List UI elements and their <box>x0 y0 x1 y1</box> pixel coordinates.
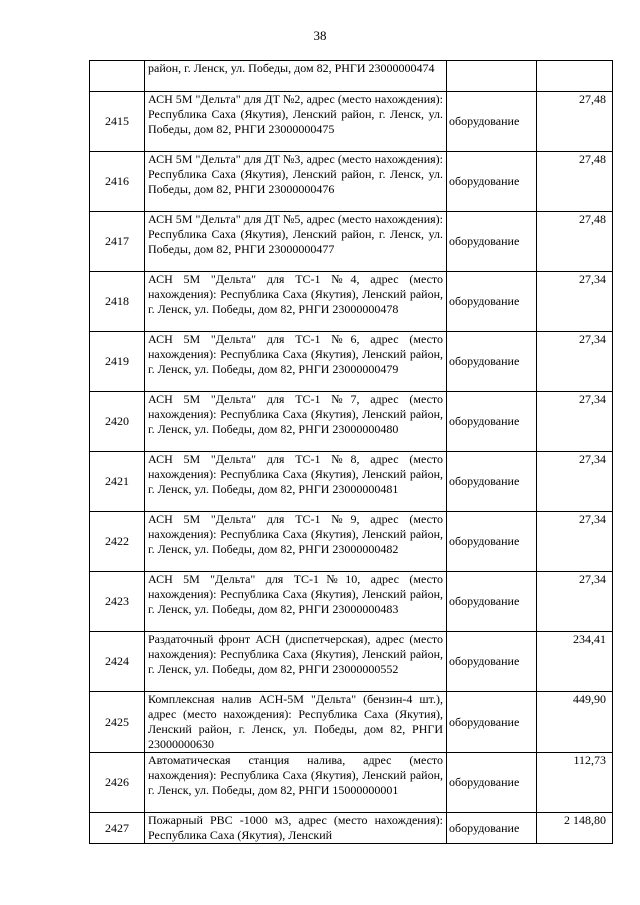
table-row <box>90 632 613 692</box>
row-description: АСН 5М "Дельта" для ТС-1№10, адрес (место нахождения): Республика Саха (Якутия), Ленский район, г. Ленск, ул. Победы, дом 82, РНГИ 23000000483 <box>145 572 447 632</box>
row-description: АСН 5М "Дельта" для ТС-1 №4, адрес (место нахождения): Республика Саха (Якутия), Ленский район, г. Ленск, ул. Победы, дом 82, РНГИ 23000000478 <box>145 272 447 332</box>
row-value: 27,34 <box>537 512 613 572</box>
row-description: район, г. Ленск, ул. Победы, дом 82, РНГИ 23000000474 <box>145 61 447 92</box>
row-number: 2417 <box>90 212 145 272</box>
row-type: оборудование <box>447 212 537 272</box>
row-description: АСН 5М "Дельта" для ДТ №3, адрес (место нахождения): Республика Саха (Якутия), Ленский район, г. Ленск, ул. Победы, дом 82, РНГИ 23000000476 <box>145 152 447 212</box>
row-number: 2427 <box>90 813 145 844</box>
row-number <box>90 61 145 92</box>
row-type: оборудование <box>447 92 537 152</box>
registry-table <box>89 60 613 844</box>
row-type: оборудование <box>447 813 537 844</box>
row-number: 2422 <box>90 512 145 572</box>
row-type: оборудование <box>447 632 537 692</box>
row-description: Комплексная налив АСН-5М "Дельта" (бензин-4 шт.), адрес (место нахождения): Республика Саха (Якутия), Ленский район, г. Ленск, ул. Победы, дом 82, РНГИ 23000000630 <box>145 692 447 753</box>
row-type: оборудование <box>447 152 537 212</box>
row-value: 27,48 <box>537 152 613 212</box>
table-row <box>90 92 613 152</box>
page-number: 38 <box>313 28 327 43</box>
row-description: АСН 5М "Дельта" для ТС-1 №7, адрес (место нахождения): Республика Саха (Якутия), Ленский район, г. Ленск, ул. Победы, дом 82, РНГИ 23000000480 <box>145 392 447 452</box>
row-description: Раздаточный фронт АСН (диспетчерская), адрес (место нахождения): Республика Саха (Якутия), Ленский район, г. Ленск, ул. Победы, дом 82, РНГИ 23000000552 <box>145 632 447 692</box>
row-description: Пожарный РВС -1000 м3, адрес (место нахождения): Республика Саха (Якутия), Ленский <box>145 813 447 844</box>
row-type: оборудование <box>447 512 537 572</box>
row-number: 2419 <box>90 332 145 392</box>
row-value: 27,34 <box>537 272 613 332</box>
row-type: оборудование <box>447 272 537 332</box>
row-value: 27,34 <box>537 452 613 512</box>
table-row <box>90 152 613 212</box>
row-number: 2420 <box>90 392 145 452</box>
row-number: 2421 <box>90 452 145 512</box>
row-value: 449,90 <box>537 692 613 753</box>
row-value: 27,48 <box>537 92 613 152</box>
row-type <box>447 61 537 92</box>
table-row <box>90 212 613 272</box>
table-row <box>90 272 613 332</box>
row-type: оборудование <box>447 452 537 512</box>
row-type: оборудование <box>447 692 537 753</box>
row-value: 27,48 <box>537 212 613 272</box>
table-row <box>90 572 613 632</box>
table-row <box>90 813 613 844</box>
row-description: Автоматическая станция налива, адрес (место нахождения): Республика Саха (Якутия), Ленский район, г. Ленск, ул. Победы, дом 82, РНГИ 15000000001 <box>145 753 447 813</box>
row-description: АСН 5М "Дельта" для ТС-1 №8, адрес (место нахождения): Республика Саха (Якутия), Ленский район, г. Ленск, ул. Победы, дом 82, РНГИ 23000000481 <box>145 452 447 512</box>
row-type: оборудование <box>447 753 537 813</box>
row-value: 27,34 <box>537 572 613 632</box>
table-row <box>90 452 613 512</box>
table-row <box>90 392 613 452</box>
row-description: АСН 5М "Дельта" для ДТ №2, адрес (место нахождения): Республика Саха (Якутия), Ленский район, г. Ленск, ул. Победы, дом 82, РНГИ 23000000475 <box>145 92 447 152</box>
row-value: 27,34 <box>537 392 613 452</box>
row-value: 27,34 <box>537 332 613 392</box>
row-number: 2423 <box>90 572 145 632</box>
row-description: АСН 5М "Дельта" для ДТ №5, адрес (место нахождения): Республика Саха (Якутия), Ленский район, г. Ленск, ул. Победы, дом 82, РНГИ 23000000477 <box>145 212 447 272</box>
row-description: АСН 5М "Дельта" для ТС-1 №6, адрес (место нахождения): Республика Саха (Якутия), Ленский район, г. Ленск, ул. Победы, дом 82, РНГИ 23000000479 <box>145 332 447 392</box>
row-number: 2415 <box>90 92 145 152</box>
row-number: 2418 <box>90 272 145 332</box>
table-row <box>90 692 613 753</box>
table-row <box>90 512 613 572</box>
table-row <box>90 753 613 813</box>
row-number: 2426 <box>90 753 145 813</box>
row-type: оборудование <box>447 332 537 392</box>
row-value: 234,41 <box>537 632 613 692</box>
table-row <box>90 61 613 92</box>
row-type: оборудование <box>447 392 537 452</box>
row-description: АСН 5М "Дельта" для ТС-1 №9, адрес (место нахождения): Республика Саха (Якутия), Ленский район, г. Ленск, ул. Победы, дом 82, РНГИ 23000000482 <box>145 512 447 572</box>
row-number: 2425 <box>90 692 145 753</box>
row-value <box>537 61 613 92</box>
row-type: оборудование <box>447 572 537 632</box>
row-value: 112,73 <box>537 753 613 813</box>
row-value: 2 148,80 <box>537 813 613 844</box>
row-number: 2416 <box>90 152 145 212</box>
row-number: 2424 <box>90 632 145 692</box>
table-row <box>90 332 613 392</box>
